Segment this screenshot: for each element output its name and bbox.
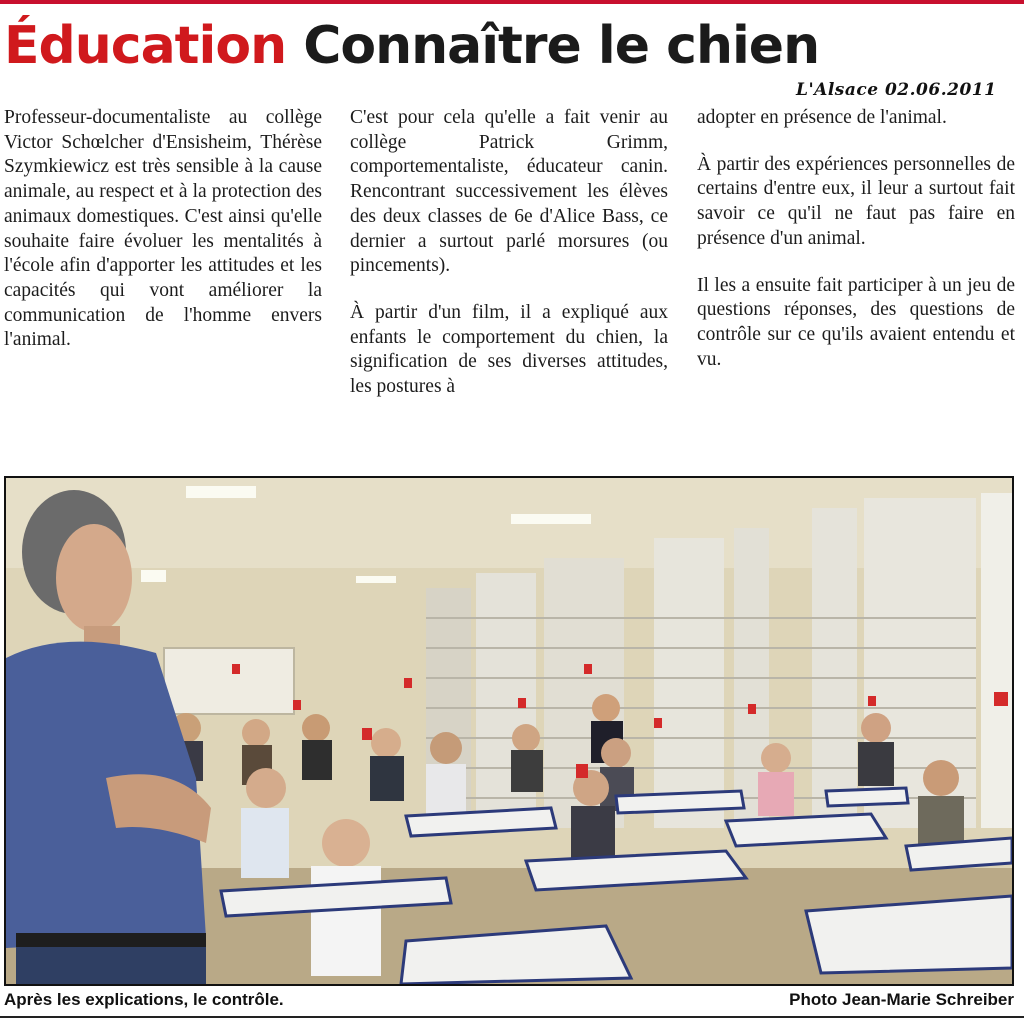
classroom-illustration bbox=[6, 478, 1012, 984]
top-rule bbox=[0, 0, 1024, 4]
article-column-3 bbox=[697, 106, 1015, 394]
paragraph: Professeur-documentaliste au collège Victor Schœlcher d'Ensisheim, Thérèse Szymkiewicz est très sensible à la cause animale, au respect et à la protection des animaux domestiques. C'est ainsi qu'elle souhaite faire évoluer les mentalités à l'école afin d'apporter les attitudes et les capacités qui vont améliorer la communication de l'homme envers l'animal. bbox=[4, 107, 322, 351]
article-column-1 bbox=[4, 106, 322, 375]
headline-title: Connaître le chien bbox=[303, 16, 820, 76]
ceiling-light bbox=[356, 576, 396, 583]
photo-credit: Photo Jean-Marie Schreiber bbox=[789, 990, 1014, 1009]
whiteboard bbox=[164, 648, 294, 714]
ceiling-light bbox=[141, 570, 166, 582]
ceiling-light bbox=[511, 514, 591, 524]
photo-caption: Après les explications, le contrôle. bbox=[4, 990, 284, 1009]
ceiling-light bbox=[186, 486, 256, 498]
headline-kicker: Éducation bbox=[4, 16, 287, 76]
paragraph: À partir d'un film, il a expliqué aux enfants le comportement du chien, la signification de ses diverses attitudes, les postures à bbox=[350, 301, 668, 398]
headline bbox=[4, 14, 819, 78]
paragraph: À partir des expériences personnelles de certains d'entre eux, il leur a surtout fait savoir ce qu'il ne faut pas faire en présence d'un animal. bbox=[697, 153, 1015, 249]
article-column-2 bbox=[350, 106, 668, 422]
caption-bar bbox=[0, 988, 1024, 1018]
bottom-rule bbox=[0, 1016, 1024, 1018]
paragraph: Il les a ensuite fait participer à un jeu de questions réponses, des questions de contrôle sur ce qu'ils avaient entendu et vu. bbox=[697, 274, 1015, 370]
paragraph: adopter en présence de l'animal. bbox=[697, 107, 947, 128]
paragraph: C'est pour cela qu'elle a fait venir au collège Patrick Grimm, comportementaliste, éducateur canin. Rencontrant successivement les élèves des deux classes de 6e d'Alice Bass, ce dernier a surtout parlé morsures (ou pincements). bbox=[350, 107, 668, 277]
classroom-photo bbox=[4, 476, 1014, 986]
source-signature: L'Alsace 02.06.2011 bbox=[796, 80, 997, 100]
